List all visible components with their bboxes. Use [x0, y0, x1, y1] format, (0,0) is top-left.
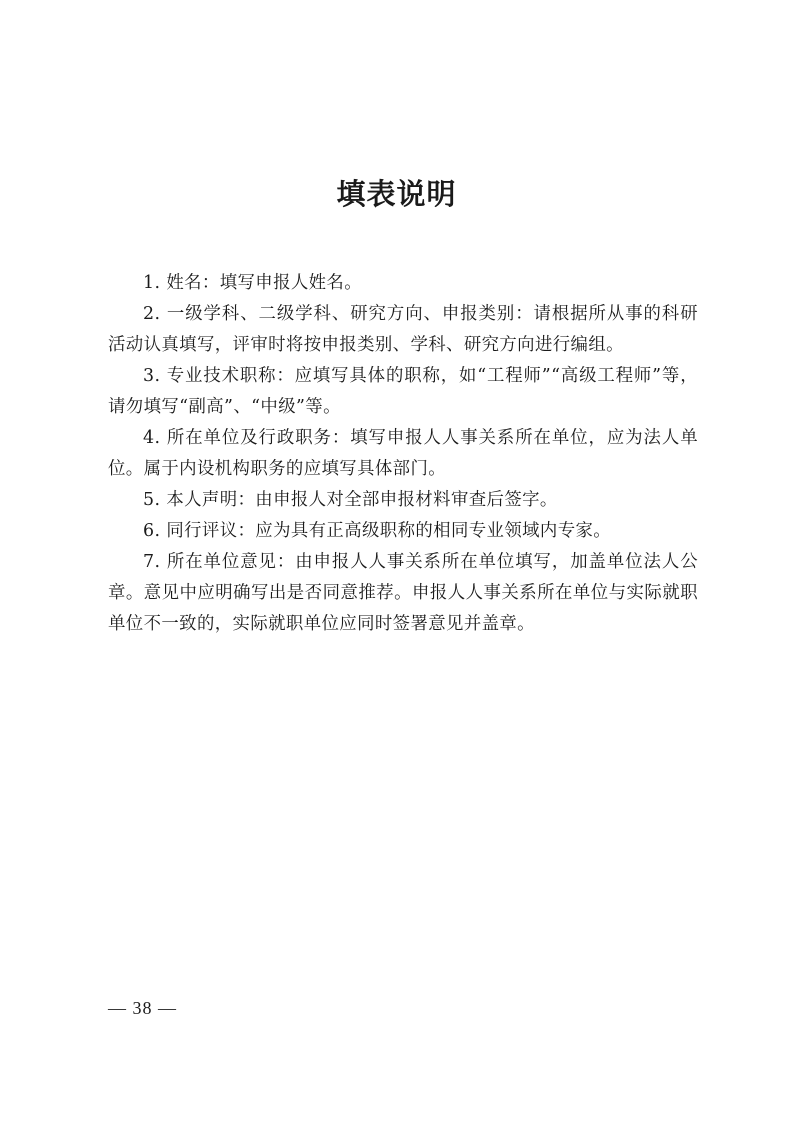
instruction-item-declaration: 5. 本人声明：由申报人对全部申报材料审查后签字。 — [143, 490, 558, 510]
instructions-body — [108, 268, 698, 640]
instruction-item-title: 3. 专业技术职称：应填写具体的职称，如“工程师”“高级工程师”等，请勿填写“副高”、“中级”等。 — [108, 366, 698, 417]
instruction-item-peer-review: 6. 同行评议：应为具有正高级职称的相同专业领域内专家。 — [143, 521, 612, 541]
instruction-item-unit: 4. 所在单位及行政职务：填写申报人人事关系所在单位，应为法人单位。属于内设机构职务的应填写具体部门。 — [108, 428, 698, 479]
instruction-item-name: 1. 姓名：填写申报人姓名。 — [143, 273, 363, 293]
page-title: 填表说明 — [336, 177, 457, 211]
instruction-item-unit-opinion: 7. 所在单位意见：由申报人人事关系所在单位填写，加盖单位法人公章。意见中应明确写出是否同意推荐。申报人人事关系所在单位与实际就职单位不一致的，实际就职单位应同时签署意见并盖章。 — [108, 552, 698, 634]
instruction-item-discipline: 2. 一级学科、二级学科、研究方向、申报类别：请根据所从事的科研活动认真填写，评审时将按申报类别、学科、研究方向进行编组。 — [108, 304, 698, 355]
page-number: — 38 — — [108, 998, 177, 1018]
